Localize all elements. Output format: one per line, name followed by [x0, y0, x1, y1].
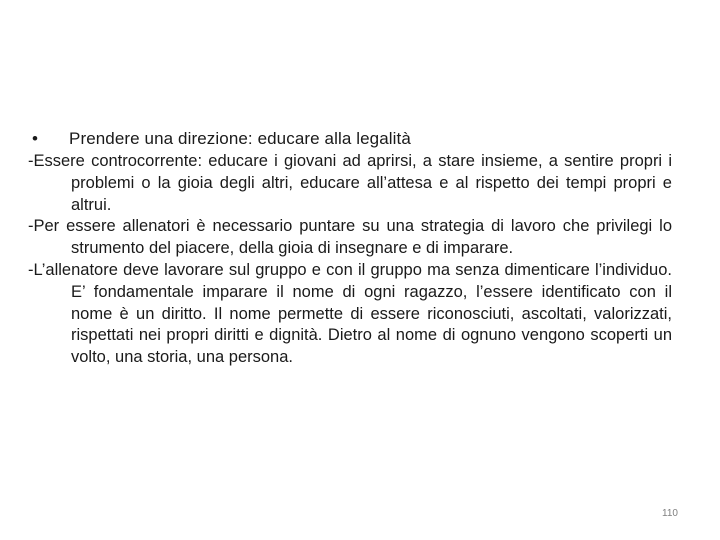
paragraph-gruppo: -L’allenatore deve lavorare sul gruppo e con il gruppo ma senza dimenticare l’individuo. E’ fondamentale imparare il nome di ogni ragazzo, l’essere identificato con il nome è un diritto. Il nome permette di essere riconosciuti, ascoltati, valorizzati, rispettati nei propri diritti e dignità. Dietro al nome di ognuno vengono scoperti un volto, una storia, una persona.	[28, 260, 672, 367]
heading-text: Prendere una direzione: educare alla legalità	[69, 129, 411, 148]
paragraph-allenatori: -Per essere allenatori è necessario puntare su una strategia di lavoro che privilegi lo strumento del piacere, della gioia di insegnare e di imparare.	[28, 217, 672, 258]
bullet-heading	[28, 127, 672, 151]
bullet-point: •	[32, 129, 38, 148]
paragraph-controcorrente: -Essere controcorrente: educare i giovani ad aprirsi, a stare insieme, a sentire propri i problemi o la gioia degli altri, educare all’attesa e al rispetto dei tempi propri e altrui.	[28, 152, 672, 214]
page-number: 110	[662, 508, 678, 519]
slide-content	[28, 127, 672, 369]
